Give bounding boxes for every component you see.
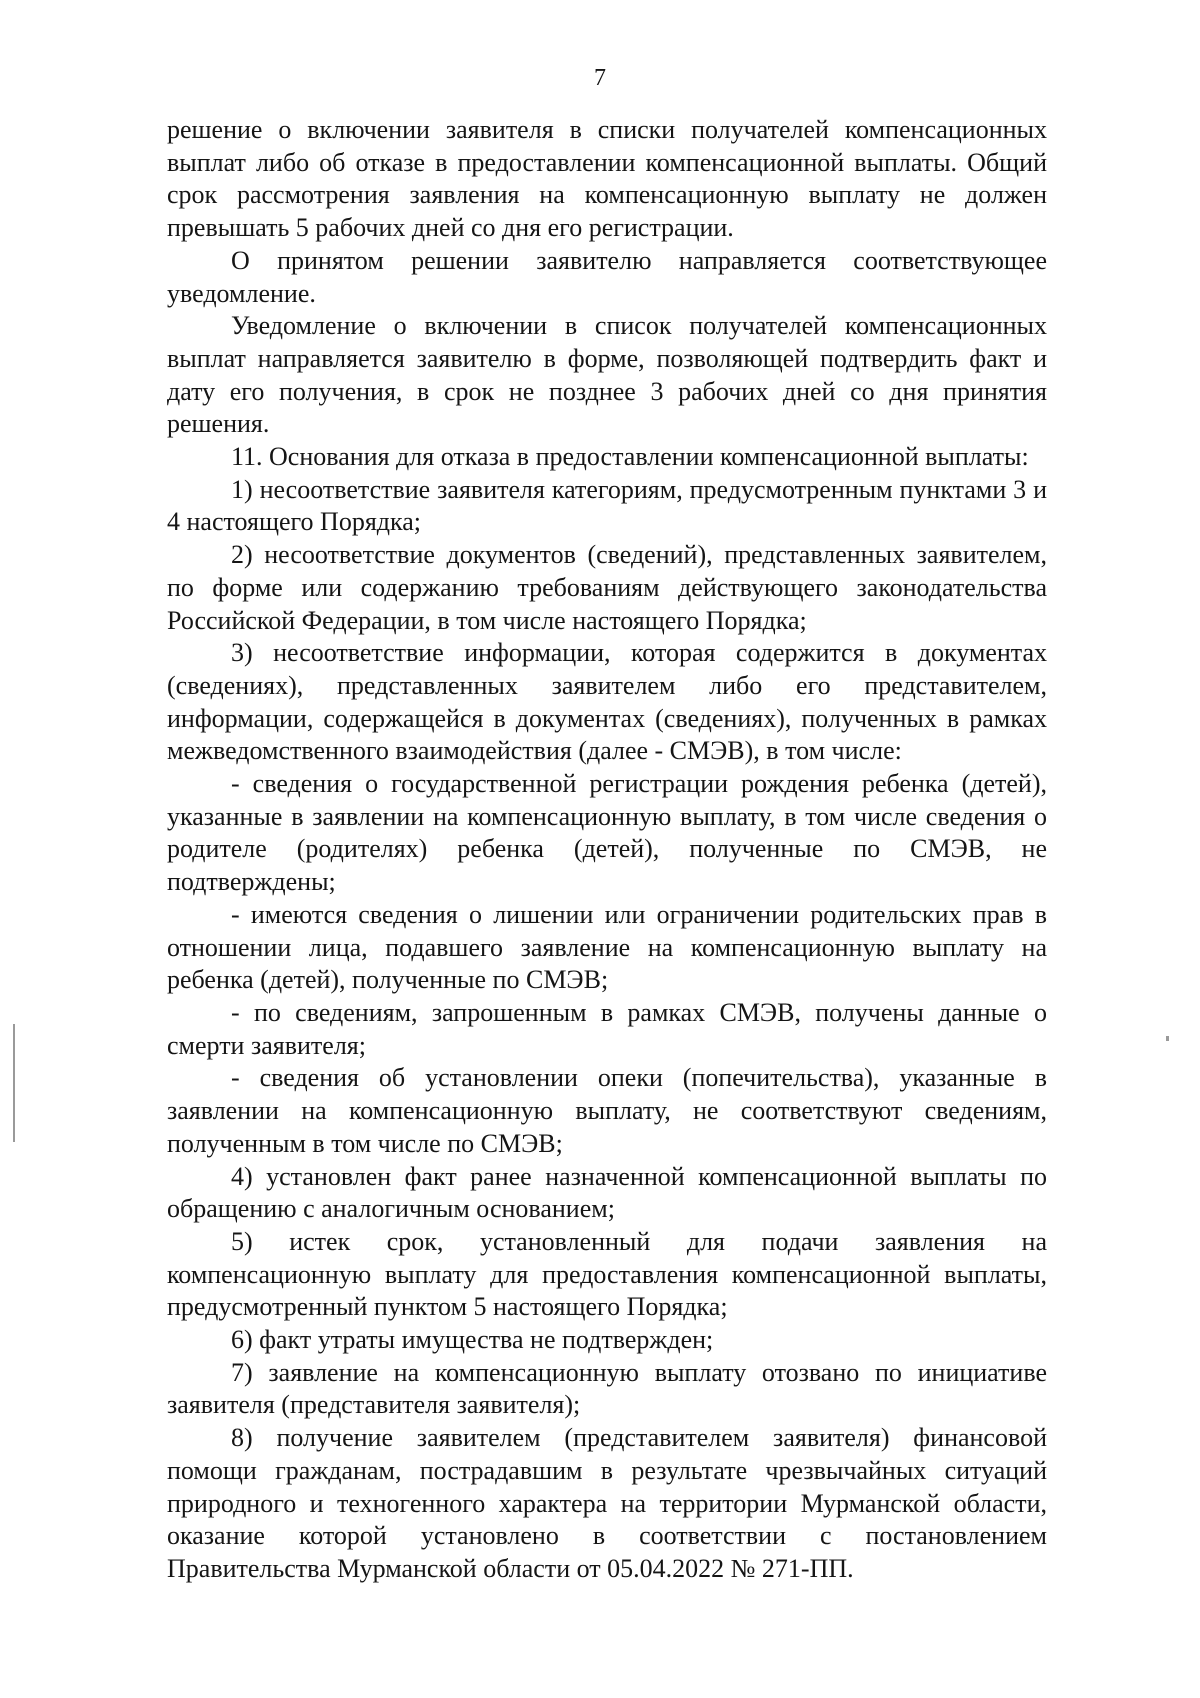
scan-edge-mark — [13, 1024, 15, 1142]
list-item-8: 8) получение заявителем (представителем заявителя) финансовой помощи гражданам, пострадавшим в результате чрезвычайных ситуаций природного и техногенного характера на территории Мурманской области, оказание которой установлено в соответствии с постановлением Правительства Мурманской области от 05.04.2022 № 271-ПП. — [167, 1423, 1047, 1583]
list-item-5: 5) истек срок, установленный для подачи заявления на компенсационную выплату для предоставления компенсационной выплаты, предусмотренный пунктом 5 настоящего Порядка; — [167, 1226, 1047, 1322]
paragraph-inclusion-notice: Уведомление о включении в список получателей компенсационных выплат направляется заявителю в форме, позволяющей подтвердить факт и дату его получения, в срок не позднее 3 рабочих дней со дня принятия решения. — [167, 311, 1047, 439]
paragraph-continuation: решение о включении заявителя в списки получателей компенсационных выплат либо об отказе в предоставлении компенсационной выплаты. Общий срок рассмотрения заявления на компенсационную выплату не должен превышать 5 рабочих дней со дня его регистрации. — [167, 115, 1047, 243]
sub-item-parental-rights: - имеются сведения о лишении или ограничении родительских прав в отношении лица, подавшего заявление на компенсационную выплату на ребенка (детей), полученные по СМЭВ; — [167, 899, 1047, 995]
sub-item-death-data: - по сведениям, запрошенным в рамках СМЭВ, получены данные о смерти заявителя; — [167, 997, 1047, 1060]
list-item-6: 6) факт утраты имущества не подтвержден; — [231, 1325, 714, 1355]
list-item-7: 7) заявление на компенсационную выплату отозвано по инициативе заявителя (представителя заявителя); — [167, 1357, 1047, 1420]
sub-item-birth-registration: - сведения о государственной регистрации рождения ребенка (детей), указанные в заявлении на компенсационную выплату, в том числе сведения о родителе (родителях) ребенка (детей), полученные по СМЭВ, не подтверждены; — [167, 769, 1047, 897]
paragraph-decision-notice: О принятом решении заявителю направляется соответствующее уведомление. — [167, 245, 1047, 308]
list-item-1: 1) несоответствие заявителя категориям, предусмотренным пунктами 3 и 4 настоящего Порядка; — [167, 474, 1047, 537]
document-body — [167, 114, 1047, 1586]
paragraph-refusal-grounds-heading: 11. Основания для отказа в предоставлении компенсационной выплаты: — [231, 442, 1029, 472]
list-item-2: 2) несоответствие документов (сведений), представленных заявителем, по форме или содержанию требованиям действующего законодательства Российской Федерации, в том числе настоящего Порядка; — [167, 540, 1047, 635]
scan-dust-mark — [1166, 1036, 1169, 1041]
list-item-4: 4) установлен факт ранее назначенной компенсационной выплаты по обращению с аналогичным основанием; — [167, 1161, 1047, 1224]
list-item-3: 3) несоответствие информации, которая содержится в документах (сведениях), представленных заявителем либо его представителем, информации, содержащейся в документах (сведениях), полученных в рамках межведомственного взаимодействия (далее - СМЭВ), в том числе: — [167, 638, 1047, 766]
sub-item-guardianship: - сведения об установлении опеки (попечительства), указанные в заявлении на компенсационную выплату, не соответствуют сведениям, полученным в том числе по СМЭВ; — [167, 1063, 1047, 1158]
page-number: 7 — [594, 65, 606, 91]
